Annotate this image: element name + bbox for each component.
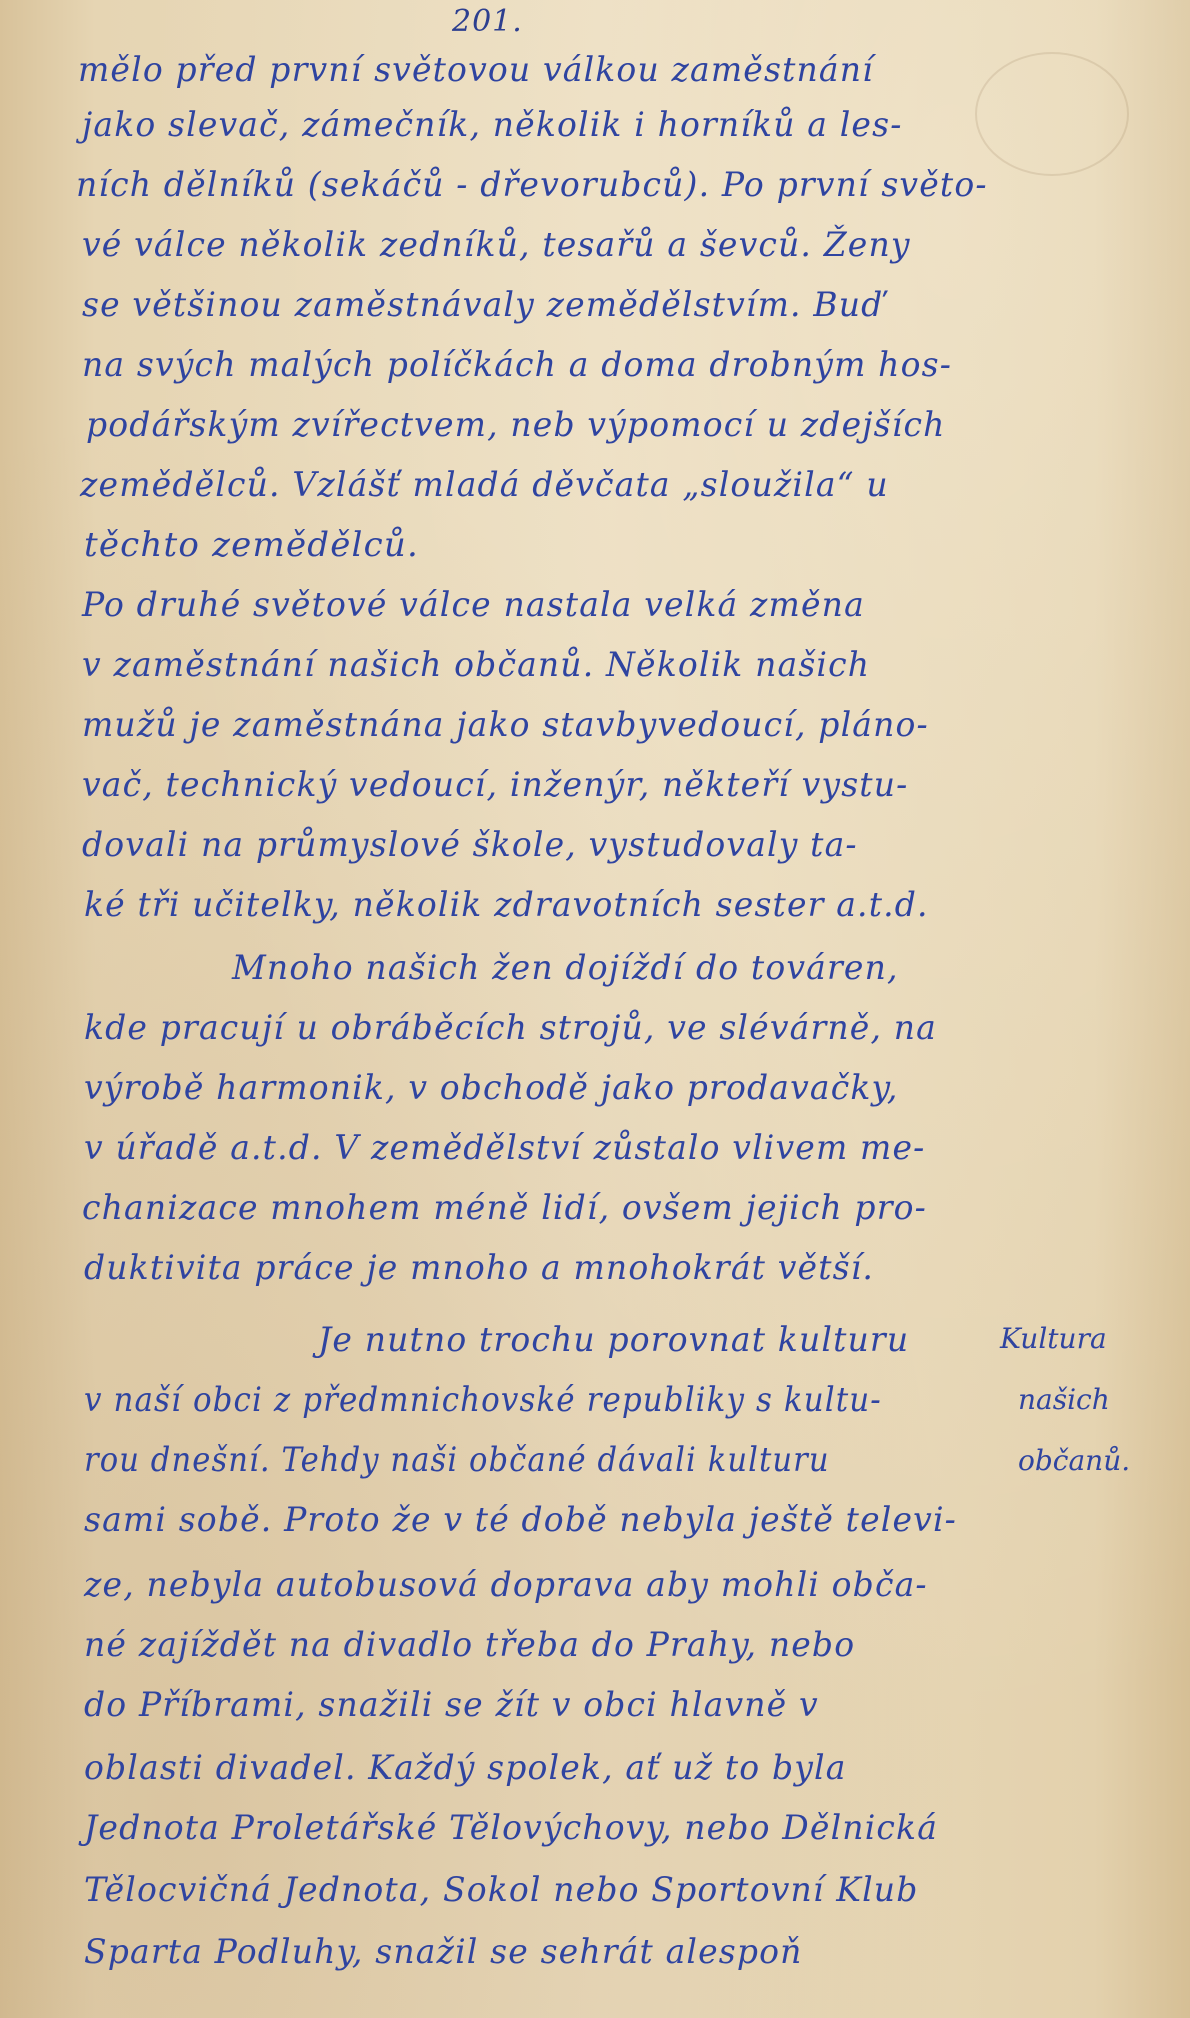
text-line: v naší obci z předmnichovské republiky s kultu- bbox=[84, 1380, 882, 1420]
text-line: mužů je zaměstnána jako stavbyvedoucí, pláno- bbox=[82, 705, 929, 745]
text-line: Mnoho našich žen dojíždí do továren, bbox=[232, 948, 899, 988]
text-line: rou dnešní. Tehdy naši občané dávali kulturu bbox=[84, 1440, 830, 1480]
text-line: ních dělníků (sekáčů - dřevorubců). Po první světo- bbox=[76, 165, 988, 205]
text-line: zemědělců. Vzlášť mladá děvčata „sloužila“ u bbox=[80, 465, 889, 505]
faded-stamp bbox=[975, 52, 1129, 176]
text-line: v úřadě a.t.d. V zemědělství zůstalo vlivem me- bbox=[84, 1128, 926, 1168]
text-line: ké tři učitelky, několik zdravotních sester a.t.d. bbox=[84, 885, 929, 925]
text-line: mělo před první světovou válkou zaměstnání bbox=[78, 50, 874, 90]
text-line: Je nutno trochu porovnat kulturu bbox=[318, 1320, 910, 1360]
margin-note-line: občanů. bbox=[1018, 1444, 1131, 1477]
text-line: podářským zvířectvem, neb výpomocí u zdejších bbox=[86, 405, 946, 445]
page-number: 201. bbox=[452, 4, 523, 39]
text-line: se většinou zaměstnávaly zemědělstvím. Buď bbox=[82, 285, 884, 325]
text-line: sami sobě. Proto že v té době nebyla ještě televi- bbox=[84, 1500, 957, 1540]
text-line: Jednota Proletářské Tělovýchovy, nebo Dělnická bbox=[84, 1808, 939, 1848]
text-line: oblasti divadel. Každý spolek, ať už to byla bbox=[84, 1748, 847, 1788]
text-line: do Příbrami, snažili se žít v obci hlavně v bbox=[84, 1685, 819, 1725]
text-line: těchto zemědělců. bbox=[84, 525, 419, 565]
text-line: kde pracují u obráběcích strojů, ve slévárně, na bbox=[84, 1008, 937, 1048]
text-line: chanizace mnohem méně lidí, ovšem jejich pro- bbox=[82, 1188, 927, 1228]
text-line: na svých malých políčkách a doma drobným hos- bbox=[82, 345, 953, 385]
text-line: vé válce několik zedníků, tesařů a ševců. Ženy bbox=[82, 225, 911, 265]
text-line: v zaměstnání našich občanů. Několik našich bbox=[82, 645, 871, 685]
text-line: dovali na průmyslové škole, vystudovaly ta- bbox=[82, 825, 858, 865]
margin-note-line: našich bbox=[1018, 1383, 1110, 1416]
text-line: vač, technický vedoucí, inženýr, někteří vystu- bbox=[82, 765, 909, 805]
text-line: Po druhé světové válce nastala velká změna bbox=[82, 585, 865, 625]
text-line: duktivita práce je mnoho a mnohokrát větší. bbox=[84, 1248, 875, 1288]
text-line: ze, nebyla autobusová doprava aby mohli obča- bbox=[84, 1565, 928, 1605]
text-line: jako slevač, zámečník, několik i horníků a les- bbox=[82, 105, 903, 145]
text-line: Sparta Podluhy, snažil se sehrát alespoň bbox=[84, 1932, 803, 1972]
text-line: Tělocvičná Jednota, Sokol nebo Sportovní Klub bbox=[84, 1870, 919, 1910]
text-line: né zajíždět na divadlo třeba do Prahy, nebo bbox=[84, 1625, 856, 1665]
margin-note-line: Kultura bbox=[1000, 1322, 1107, 1355]
text-line: výrobě harmonik, v obchodě jako prodavačky, bbox=[84, 1068, 899, 1108]
